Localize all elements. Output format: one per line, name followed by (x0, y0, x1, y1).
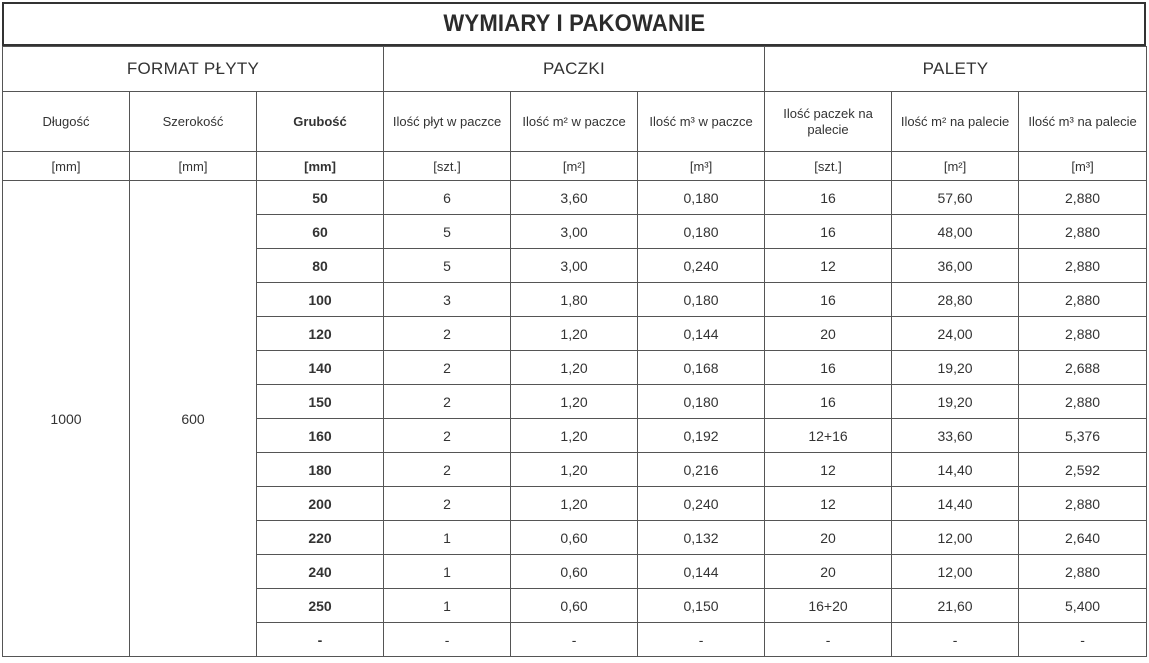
m2-per-pack-cell: 1,20 (511, 385, 638, 419)
thickness-cell: 80 (257, 249, 384, 283)
column-label-row (3, 92, 1147, 152)
unit-thickness: [mm] (257, 152, 384, 181)
m2-per-pallet-cell: 14,40 (892, 453, 1019, 487)
column-label-packs-per-pallet: Ilość paczek na palecie (765, 92, 892, 152)
m2-per-pallet-cell: 24,00 (892, 317, 1019, 351)
column-label-m2-per-pack: Ilość m² w paczce (511, 92, 638, 152)
packs-per-pallet-cell: 16 (765, 351, 892, 385)
m2-per-pallet-cell: 12,00 (892, 521, 1019, 555)
packs-per-pallet-cell: 12 (765, 249, 892, 283)
thickness-cell: 50 (257, 181, 384, 215)
boards-per-pack-cell: 5 (384, 215, 511, 249)
unit-m2-per-pack: [m²] (511, 152, 638, 181)
packs-per-pallet-cell: 16 (765, 283, 892, 317)
unit-boards-per-pack: [szt.] (384, 152, 511, 181)
column-label-boards-per-pack: Ilość płyt w paczce (384, 92, 511, 152)
m2-per-pack-cell: 3,60 (511, 181, 638, 215)
unit-row (3, 152, 1147, 181)
packs-per-pallet-cell: 20 (765, 555, 892, 589)
unit-m2-per-pallet: [m²] (892, 152, 1019, 181)
group-header-paczki: PACZKI (384, 47, 765, 92)
thickness-cell: 60 (257, 215, 384, 249)
unit-width: [mm] (130, 152, 257, 181)
m2-per-pack-cell: 1,20 (511, 487, 638, 521)
group-header-row (3, 47, 1147, 92)
m3-per-pack-cell: 0,192 (638, 419, 765, 453)
thickness-cell: 120 (257, 317, 384, 351)
m2-per-pack-cell: 1,20 (511, 351, 638, 385)
m2-per-pallet-cell: 48,00 (892, 215, 1019, 249)
m3-per-pallet-cell: - (1019, 623, 1147, 657)
m3-per-pack-cell: 0,180 (638, 181, 765, 215)
packs-per-pallet-cell: 20 (765, 317, 892, 351)
column-label-thickness: Grubość (257, 92, 384, 152)
boards-per-pack-cell: 1 (384, 555, 511, 589)
thickness-cell: 240 (257, 555, 384, 589)
group-header-palety: PALETY (765, 47, 1147, 92)
m3-per-pack-cell: 0,180 (638, 283, 765, 317)
m3-per-pallet-cell: 2,880 (1019, 385, 1147, 419)
boards-per-pack-cell: 2 (384, 419, 511, 453)
unit-m3-per-pallet: [m³] (1019, 152, 1147, 181)
boards-per-pack-cell: 5 (384, 249, 511, 283)
table-title-box (2, 2, 1146, 46)
m3-per-pallet-cell: 2,592 (1019, 453, 1147, 487)
thickness-cell: - (257, 623, 384, 657)
m3-per-pallet-cell: 2,640 (1019, 521, 1147, 555)
m3-per-pack-cell: 0,216 (638, 453, 765, 487)
m3-per-pack-cell: 0,144 (638, 317, 765, 351)
thickness-cell: 160 (257, 419, 384, 453)
boards-per-pack-cell: 2 (384, 351, 511, 385)
boards-per-pack-cell: 1 (384, 521, 511, 555)
column-label-m2-per-pallet: Ilość m² na palecie (892, 92, 1019, 152)
m2-per-pallet-cell: 28,80 (892, 283, 1019, 317)
unit-packs-per-pallet: [szt.] (765, 152, 892, 181)
table-row (3, 181, 1147, 215)
boards-per-pack-cell: 2 (384, 453, 511, 487)
boards-per-pack-cell: 3 (384, 283, 511, 317)
dimensions-packaging-table (2, 46, 1147, 657)
m2-per-pallet-cell: 21,60 (892, 589, 1019, 623)
boards-per-pack-cell: 2 (384, 385, 511, 419)
m2-per-pack-cell: 0,60 (511, 521, 638, 555)
m2-per-pack-cell: - (511, 623, 638, 657)
unit-length: [mm] (3, 152, 130, 181)
m3-per-pallet-cell: 2,880 (1019, 215, 1147, 249)
m2-per-pallet-cell: 33,60 (892, 419, 1019, 453)
m3-per-pallet-cell: 5,400 (1019, 589, 1147, 623)
packs-per-pallet-cell: - (765, 623, 892, 657)
thickness-cell: 200 (257, 487, 384, 521)
m2-per-pallet-cell: 19,20 (892, 385, 1019, 419)
boards-per-pack-cell: 2 (384, 317, 511, 351)
packs-per-pallet-cell: 20 (765, 521, 892, 555)
column-label-length: Długość (3, 92, 130, 152)
m3-per-pallet-cell: 2,880 (1019, 555, 1147, 589)
m3-per-pack-cell: 0,240 (638, 487, 765, 521)
packs-per-pallet-cell: 16 (765, 215, 892, 249)
m2-per-pack-cell: 1,20 (511, 419, 638, 453)
m3-per-pack-cell: 0,180 (638, 385, 765, 419)
packs-per-pallet-cell: 12+16 (765, 419, 892, 453)
m2-per-pack-cell: 1,20 (511, 453, 638, 487)
m2-per-pallet-cell: 19,20 (892, 351, 1019, 385)
m3-per-pack-cell: 0,144 (638, 555, 765, 589)
thickness-cell: 150 (257, 385, 384, 419)
m3-per-pallet-cell: 2,880 (1019, 317, 1147, 351)
boards-per-pack-cell: 6 (384, 181, 511, 215)
m3-per-pallet-cell: 2,880 (1019, 283, 1147, 317)
boards-per-pack-cell: 1 (384, 589, 511, 623)
packs-per-pallet-cell: 12 (765, 487, 892, 521)
column-label-m3-per-pallet: Ilość m³ na palecie (1019, 92, 1147, 152)
thickness-cell: 140 (257, 351, 384, 385)
m3-per-pallet-cell: 2,880 (1019, 181, 1147, 215)
packs-per-pallet-cell: 16 (765, 385, 892, 419)
m2-per-pack-cell: 1,20 (511, 317, 638, 351)
packs-per-pallet-cell: 12 (765, 453, 892, 487)
m2-per-pack-cell: 1,80 (511, 283, 638, 317)
thickness-cell: 250 (257, 589, 384, 623)
m3-per-pallet-cell: 2,880 (1019, 249, 1147, 283)
boards-per-pack-cell: 2 (384, 487, 511, 521)
m3-per-pack-cell: 0,240 (638, 249, 765, 283)
unit-m3-per-pack: [m³] (638, 152, 765, 181)
m3-per-pack-cell: 0,180 (638, 215, 765, 249)
thickness-cell: 100 (257, 283, 384, 317)
m2-per-pallet-cell: 14,40 (892, 487, 1019, 521)
packs-per-pallet-cell: 16 (765, 181, 892, 215)
m2-per-pallet-cell: 57,60 (892, 181, 1019, 215)
m3-per-pack-cell: 0,132 (638, 521, 765, 555)
m3-per-pallet-cell: 5,376 (1019, 419, 1147, 453)
m3-per-pack-cell: 0,168 (638, 351, 765, 385)
m2-per-pack-cell: 0,60 (511, 589, 638, 623)
m3-per-pack-cell: 0,150 (638, 589, 765, 623)
m2-per-pallet-cell: 12,00 (892, 555, 1019, 589)
m2-per-pallet-cell: 36,00 (892, 249, 1019, 283)
column-label-width: Szerokość (130, 92, 257, 152)
m3-per-pack-cell: - (638, 623, 765, 657)
thickness-cell: 180 (257, 453, 384, 487)
thickness-cell: 220 (257, 521, 384, 555)
m2-per-pack-cell: 3,00 (511, 215, 638, 249)
column-label-m3-per-pack: Ilość m³ w paczce (638, 92, 765, 152)
width-value-cell: 600 (130, 181, 257, 657)
m3-per-pallet-cell: 2,688 (1019, 351, 1147, 385)
table-title: WYMIARY I PAKOWANIE (443, 10, 705, 37)
packs-per-pallet-cell: 16+20 (765, 589, 892, 623)
m2-per-pack-cell: 3,00 (511, 249, 638, 283)
m3-per-pallet-cell: 2,880 (1019, 487, 1147, 521)
m2-per-pallet-cell: - (892, 623, 1019, 657)
group-header-format: FORMAT PŁYTY (3, 47, 384, 92)
boards-per-pack-cell: - (384, 623, 511, 657)
m2-per-pack-cell: 0,60 (511, 555, 638, 589)
length-value-cell: 1000 (3, 181, 130, 657)
